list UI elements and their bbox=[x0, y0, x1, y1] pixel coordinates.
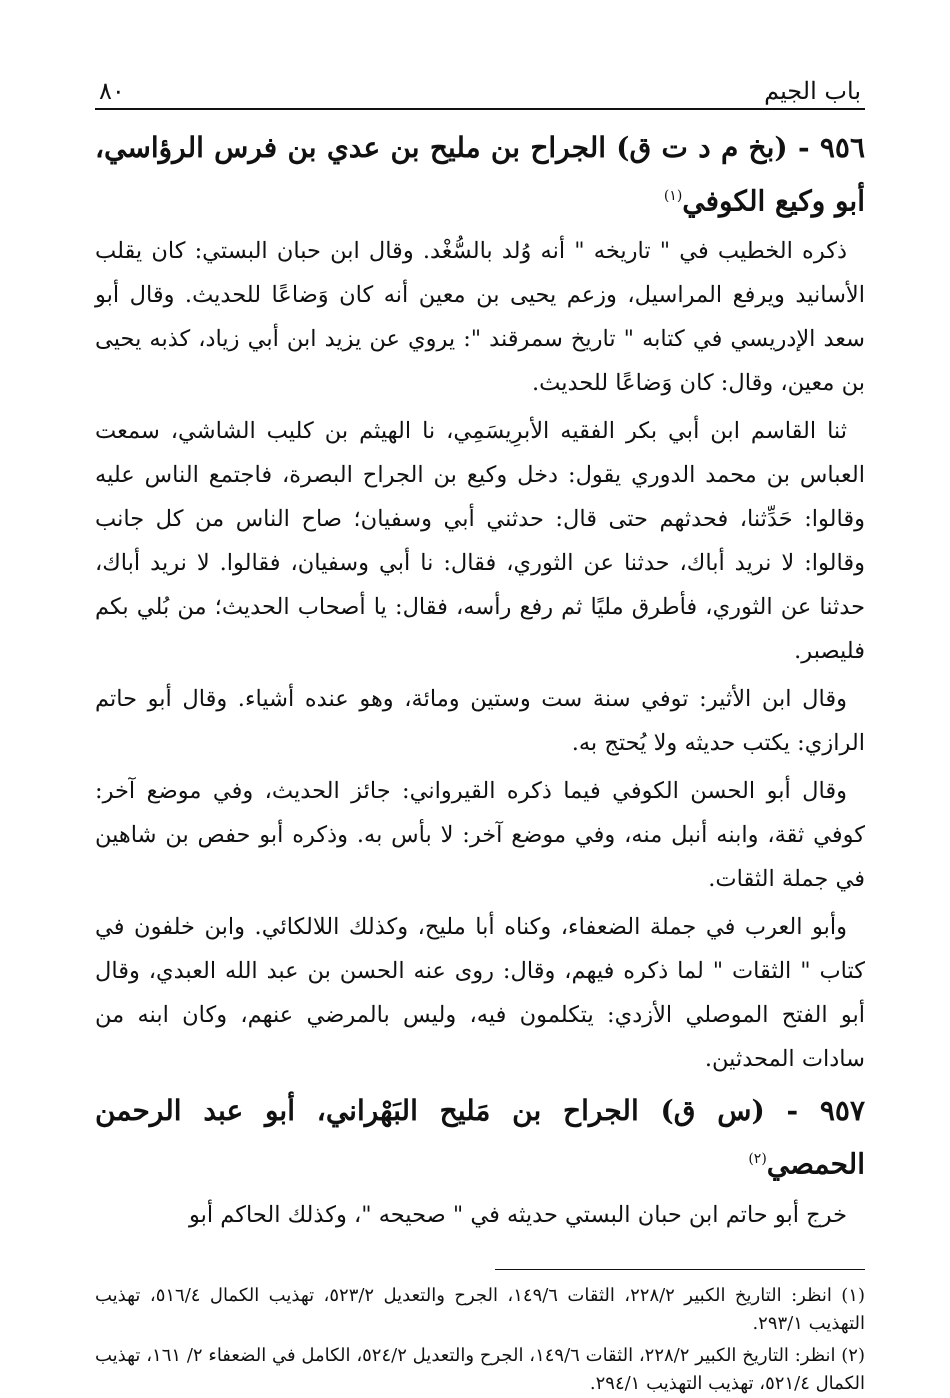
section-title: باب الجيم bbox=[764, 77, 861, 105]
footnote-reference[interactable]: (١) bbox=[663, 188, 683, 204]
entry-title-text: ٩٥٧ - (س ق) الجراح بن مَليح البَهْراني، أبو عبد الرحمن الحمصي bbox=[95, 1094, 865, 1181]
paragraph: وقال ابن الأثير: توفي سنة ست وستين ومائة، وهو عنده أشياء. وقال أبو حاتم الرازي: يكتب حديثه ولا يُحتج به. bbox=[95, 686, 865, 757]
footnote: (٢) انظر: التاريخ الكبير ٢٢٨/٢، الثقات ١٤٩/٦، الجرح والتعديل ٥٢٤/٢، الكامل في الضعفاء ٢/ ١٦١، تهذيب الكمال ٥٢١/٤، تهذيب التهذيب ٢٩٤/١. bbox=[95, 1344, 865, 1394]
entry-title bbox=[95, 124, 865, 225]
footnote-reference[interactable]: (٢) bbox=[748, 1151, 767, 1168]
paragraph: وقال أبو الحسن الكوفي فيما ذكره القيرواني: جائز الحديث، وفي موضع آخر: كوفي ثقة، وابنه أنبل منه، وفي موضع آخر: لا بأس به. وذكره أبو حفص بن شاهين في جملة الثقات. bbox=[95, 778, 865, 893]
footnote-divider bbox=[495, 1269, 865, 1270]
book-page bbox=[95, 70, 865, 1394]
paragraph: ذكره الخطيب في " تاريخه " أنه وُلد بالسُّغْد. وقال ابن حبان البستي: كان يقلب الأسانيد ويرفع المراسيل، وزعم يحيى بن معين أنه كان وَضاعًا للحديث. وقال أبو سعد الإدريسي في كتابه " تاريخ سمرقند ": يروي عن يزيد ابن أبي زياد، كذبه يحيى بن معين، وقال: كان وَضاعًا للحديث. bbox=[95, 238, 865, 397]
paragraph: ثنا القاسم ابن أبي بكر الفقيه الأبرِيسَمِي، نا الهيثم بن كليب الشاشي، سمعت العباس بن محمد الدوري يقول: دخل وكيع بن الجراح البصرة، فاجتمع الناس عليه وقالوا: حَدِّثنا، فحدثهم حتى قال: حدثني أبي وسفيان؛ صاح الناس من كل جانب وقالوا: لا نريد أباك، حدثنا عن الثوري، فقال: نا أبي وسفيان، فقالوا. لا نريد أباك، حدثنا عن الثوري، فأطرق مليًا ثم رفع رأسه، فقال: يا أصحاب الحديث؛ من بُلي بكم فليصبر. bbox=[95, 418, 865, 665]
paragraph: وأبو العرب في جملة الضعفاء، وكناه أبا مليح، وكذلك اللالكائي. وابن خلفون في كتاب " الثقات " لما ذكره فيهم، وقال: روى عنه الحسن بن عبد الله العبدي، وقال أبو الفتح الموصلي الأزدي: يتكلمون فيه، وليس بالمرضي عنهم، وكان ابنه من سادات المحدثين. bbox=[95, 914, 865, 1073]
page-number: ٨٠ bbox=[99, 77, 125, 105]
entry-title bbox=[95, 1087, 865, 1188]
paragraph: خرج أبو حاتم ابن حبان البستي حديثه في " صحيحه "، وكذلك الحاكم أبو bbox=[188, 1201, 847, 1228]
footnotes bbox=[95, 1282, 865, 1398]
entry-956 bbox=[95, 124, 865, 1081]
entry-title-text: ٩٥٦ - (بخ م د ت ق) الجراح بن مليح بن عدي بن فرس الرؤاسي، أبو وكيع الكوفي bbox=[95, 131, 865, 218]
entry-957 bbox=[95, 1087, 865, 1236]
footnote: (١) انظر: التاريخ الكبير ٢٢٨/٢، الثقات ١٤٩/٦، الجرح والتعديل ٥٢٣/٢، تهذيب الكمال ٥١٦/٤، تهذيب التهذيب ٢٩٣/١. bbox=[95, 1284, 865, 1334]
running-head bbox=[95, 70, 865, 110]
